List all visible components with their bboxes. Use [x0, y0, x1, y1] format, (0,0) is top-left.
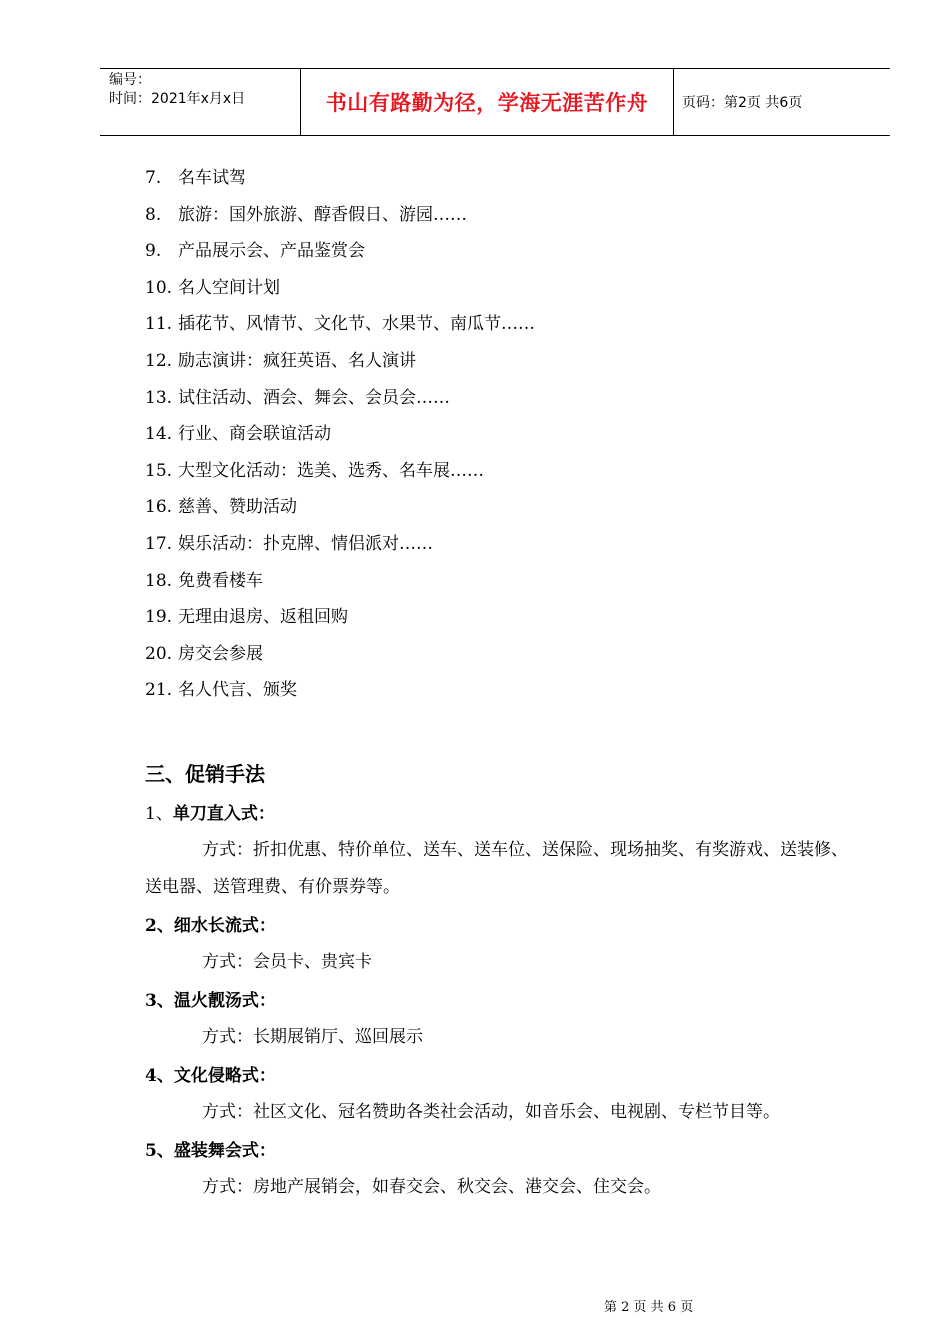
list-item: 10. 名人空间计划 [145, 277, 280, 298]
list-item: 11. 插花节、风情节、文化节、水果节、南瓜节…… [145, 314, 535, 335]
footer-page-number: 第 2 页 共 6 页 [604, 1300, 694, 1315]
method-heading: 4、文化侵略式： [145, 1066, 276, 1086]
list-item: 17. 娱乐活动：扑克牌、情侣派对…… [145, 533, 433, 554]
list-item: 16. 慈善、赞助活动 [145, 497, 297, 518]
method-block [145, 983, 855, 1056]
list-item: 20. 房交会参展 [145, 643, 263, 664]
list-item: 19. 无理由退房、返租回购 [145, 607, 348, 628]
method-block [145, 1058, 855, 1131]
method-heading: 1、单刀直入式： [145, 804, 275, 824]
time-label: 时间：2021年x月x日 [109, 91, 246, 107]
list-item: 8. 旅游：国外旅游、醇香假日、游园…… [145, 204, 467, 225]
method-description: 方式：房地产展销会，如春交会、秋交会、港交会、住交会。 [202, 1177, 661, 1197]
list-item: 9. 产品展示会、产品鉴赏会 [145, 241, 365, 262]
list-item: 13. 试住活动、酒会、舞会、会员会…… [145, 387, 450, 408]
list-item: 18. 免费看楼车 [145, 570, 263, 591]
promotion-methods [145, 796, 855, 1208]
list-item: 12. 励志演讲：疯狂英语、名人演讲 [145, 350, 416, 371]
header-page-info: 页码：第2页 共6页 [682, 95, 803, 111]
method-block [145, 1133, 855, 1206]
list-item: 7. 名车试驾 [145, 168, 246, 188]
method-description: 方式：会员卡、贵宾卡 [202, 952, 372, 972]
section-heading: 三、促销手法 [145, 762, 265, 786]
method-block [145, 796, 855, 906]
header-motto: 书山有路勤为径，学海无涯苦作舟 [301, 69, 674, 135]
method-block [145, 908, 855, 981]
method-heading: 2、细水长流式： [145, 916, 276, 936]
method-description: 方式：折扣优惠、特价单位、送车、送车位、送保险、现场抽奖、有奖游戏、送装修、送电器、送管理费、有价票券等。 [145, 840, 848, 897]
method-heading: 3、温火靓汤式： [145, 991, 276, 1011]
method-heading: 5、盛装舞会式： [145, 1141, 276, 1161]
list-item: 21. 名人代言、颁奖 [145, 680, 297, 701]
activity-list [145, 160, 535, 709]
list-item: 15. 大型文化活动：选美、选秀、名车展…… [145, 460, 484, 481]
method-description: 方式：社区文化、冠名赞助各类社会活动，如音乐会、电视剧、专栏节目等。 [202, 1102, 780, 1122]
list-item: 14. 行业、商会联谊活动 [145, 424, 331, 445]
page-header [100, 68, 890, 136]
method-description: 方式：长期展销厅、巡回展示 [202, 1027, 423, 1047]
number-label: 编号： [109, 72, 151, 88]
header-meta [100, 69, 301, 135]
